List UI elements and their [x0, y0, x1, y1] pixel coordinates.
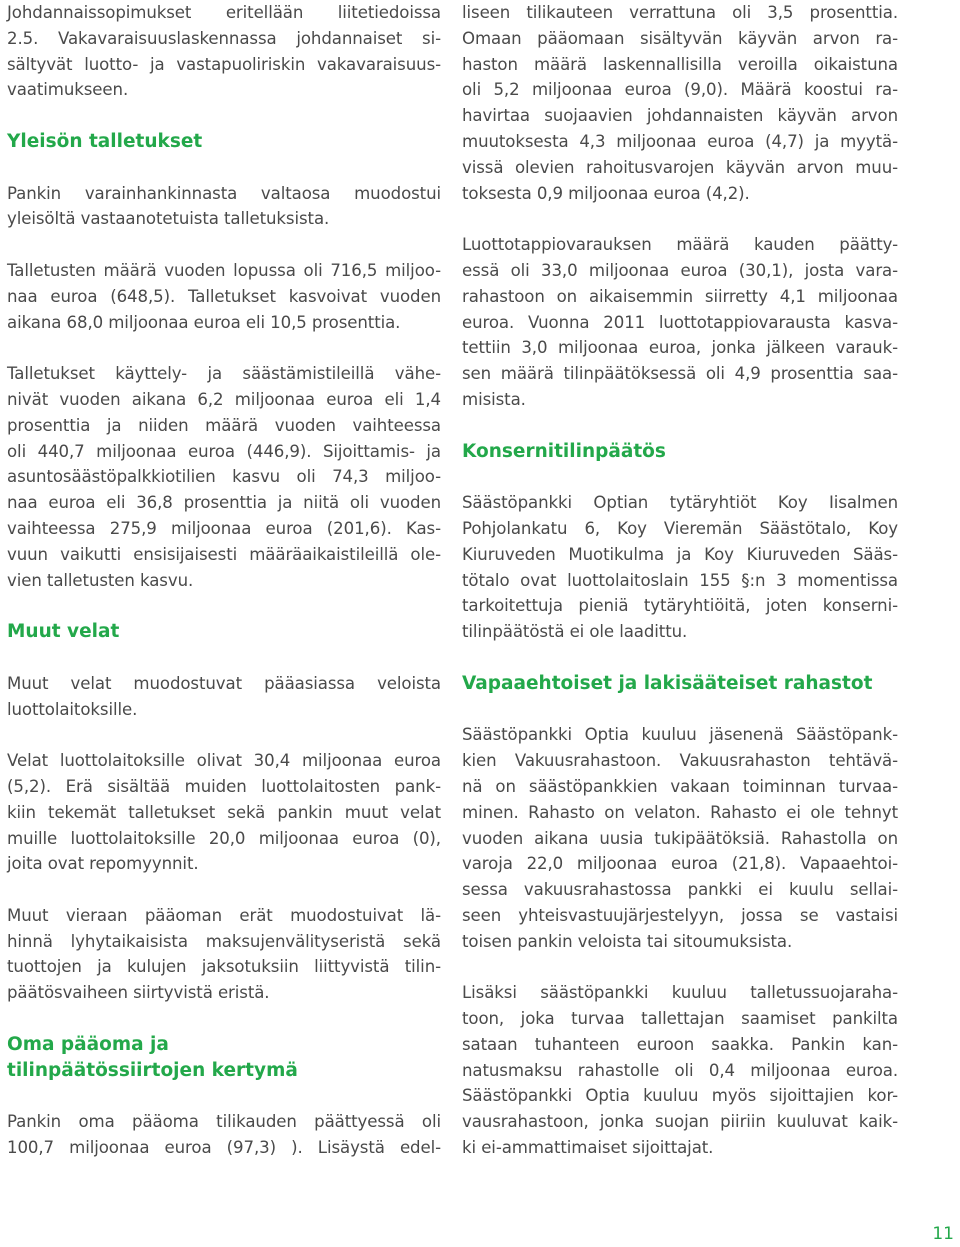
text-line: Pankin varainhankinnasta valtaosa muodostui	[7, 183, 441, 203]
text-line: prosenttia ja niiden määrä vuoden vaihteessa	[7, 415, 441, 435]
paragraph	[7, 903, 441, 1006]
heading-yleison-talletukset: Yleisön talletukset	[7, 130, 203, 152]
right-column	[462, 0, 898, 1161]
paragraph	[7, 181, 441, 233]
intro-paragraph	[7, 0, 441, 103]
left-column	[7, 0, 441, 1161]
paragraph	[462, 490, 898, 645]
text-line: oli 5,2 miljoonaa euroa (9,0). Määrä koostui ra-	[462, 80, 898, 100]
text-line: euroa. Vuonna 2011 luottotappiovarausta kasva-	[462, 312, 898, 332]
text-line: Johdannaissopimukset eritellään liitetiedoissa	[7, 3, 441, 22]
paragraph	[462, 722, 898, 954]
text-line: kien Vakuusrahastoon. Vakuusrahaston tehtävä-	[462, 751, 898, 771]
text-line: Pohjolankatu 6, Koy Vieremän Säästötalo, Koy	[462, 518, 898, 538]
paragraph	[462, 232, 898, 413]
text-line: Luottotappiovarauksen määrä kauden päätty-	[462, 235, 898, 255]
text-line: sältyvät luotto- ja vastapuoliriskin vakavaraisuus-	[7, 54, 441, 74]
text-line: Muut vieraan pääoman erät muodostuivat lä-	[7, 905, 441, 925]
text-line: (5,2). Erä sisältää muiden luottolaitosten pank-	[7, 776, 441, 796]
text-line: tuottojen ja kulujen jaksotuksiin liittyvistä tilin-	[7, 957, 441, 977]
text-line: luottolaitoksille.	[7, 699, 138, 719]
text-line: toksesta 0,9 miljoonaa euroa (4,2).	[462, 183, 750, 203]
page-number: 11	[932, 1224, 954, 1244]
text-line: natusmaksu rahastolle oli 0,4 miljoonaa euroa.	[462, 1060, 898, 1080]
text-line: Säästöpankki Optia kuuluu jäsenenä Säästöpank-	[462, 725, 898, 745]
text-line: oli 440,7 miljoonaa euroa (446,9). Sijoittamis- ja	[7, 441, 441, 461]
text-line: kiin tekemät talletukset sekä pankin muut velat	[7, 802, 441, 822]
text-line: Talletukset käyttely- ja säästämistileillä vähe-	[7, 364, 441, 384]
text-line: päätösvaiheen siirtyvistä eristä.	[7, 983, 270, 1003]
heading-oma-paaoma-line2: tilinpäätössiirtojen kertymä	[7, 1059, 298, 1081]
text-line: ki ei-ammattimaiset sijoittajat.	[462, 1138, 714, 1158]
text-line: aikana 68,0 miljoonaa euroa eli 10,5 prosenttia.	[7, 312, 401, 332]
text-line: Pankin oma pääoma tilikauden päättyessä oli	[7, 1112, 441, 1132]
text-line: naa euroa eli 36,8 prosenttia ja niitä oli vuoden	[7, 493, 441, 513]
text-line: liseen tilikauteen verrattuna oli 3,5 prosenttia.	[462, 3, 898, 22]
heading-rahastot: Vapaaehtoiset ja lakisääteiset rahastot	[462, 672, 873, 694]
text-line: Omaan pääomaan sisältyvän käyvän arvon ra-	[462, 28, 898, 48]
text-line: muille luottolaitoksille 20,0 miljoonaa euroa (0),	[7, 828, 441, 848]
text-line: asuntosäästöpalkkiotilien kasvu oli 74,3 miljoo-	[7, 467, 441, 487]
text-line: joita ovat repomyynnit.	[7, 854, 199, 874]
text-line: seen yhteisvastuujärjestelyyn, jossa se vastaisi	[462, 905, 898, 925]
text-line: tilinpäätöstä ei ole laadittu.	[462, 622, 688, 642]
text-line: vausrahastoon, jonka suojan piiriin kuuluvat kaik-	[462, 1112, 898, 1132]
text-line: hinnä lyhytaikaisista maksujenvälityseristä sekä	[7, 931, 441, 951]
text-line: misista.	[462, 389, 526, 409]
paragraph	[462, 980, 898, 1161]
text-line: vuoden aikana uusia tukipäätöksiä. Rahastolla on	[462, 828, 898, 848]
text-line: sataan tuhanteen euroon saakka. Pankin kan-	[462, 1034, 898, 1054]
text-line: vissä olevien rahoitusvarojen käyvän arvon muu-	[462, 157, 898, 177]
text-line: varoja 22,0 miljoonaa euroa (21,8). Vapaaehtoi-	[462, 854, 898, 874]
text-line: tettiin 3,0 miljoonaa euroa, jonka jälkeen varauk-	[462, 338, 898, 358]
text-line: sessa vakuusrahastossa pankki ei kuulu sellai-	[462, 880, 898, 900]
paragraph	[7, 258, 441, 335]
text-line: muutoksesta 4,3 miljoonaa euroa (4,7) ja myytä-	[462, 131, 898, 151]
text-line: vaatimukseen.	[7, 80, 129, 100]
paragraph	[7, 361, 441, 593]
text-line: nä on säästöpankkien vakaan toiminnan turvaa-	[462, 776, 898, 796]
text-line: naa euroa (648,5). Talletukset kasvoivat vuoden	[7, 286, 441, 306]
paragraph	[462, 0, 898, 206]
text-line: Säästöpankki Optia kuuluu myös sijoittajien kor-	[462, 1086, 898, 1106]
text-line: nivät vuoden aikana 6,2 miljoonaa euroa eli 1,4	[7, 389, 441, 409]
text-line: 100,7 miljoonaa euroa (97,3) ). Lisäystä edel-	[7, 1138, 441, 1158]
heading-muut-velat: Muut velat	[7, 621, 120, 643]
text-line: toon, joka turvaa tallettajan saamiset pankilta	[462, 1009, 898, 1029]
paragraph	[7, 1109, 441, 1161]
text-line: Velat luottolaitoksille olivat 30,4 miljoonaa euroa	[7, 751, 441, 771]
paragraph	[7, 748, 441, 877]
text-line: Säästöpankki Optian tytäryhtiöt Koy Iisalmen	[462, 493, 898, 513]
text-line: haston määrä laskennallisilla veroilla oikaistuna	[462, 54, 898, 74]
text-line: sen määrä tilinpäätöksessä oli 4,9 prosenttia saa-	[462, 364, 898, 384]
text-line: 2.5. Vakavaraisuuslaskennassa johdannaiset si-	[7, 28, 441, 48]
text-line: vien talletusten kasvu.	[7, 570, 194, 590]
heading-konsernitilinpaatos: Konsernitilinpäätös	[462, 440, 666, 462]
text-line: minen. Rahasto on velaton. Rahasto ei ole tehnyt	[462, 802, 898, 822]
text-line: vuun vaikutti ensisijaisesti määräaikaistileillä ole-	[7, 544, 441, 564]
text-line: Muut velat muodostuvat pääasiassa veloista	[7, 673, 441, 693]
text-line: toisen pankin veloista tai sitoumuksista.	[462, 931, 793, 951]
text-line: tarkoitettuja pieniä tytäryhtiöitä, joten konserni-	[462, 596, 898, 616]
text-line: yleisöltä vastaanotetuista talletuksista.	[7, 209, 330, 229]
text-line: Kiuruveden Muotikulma ja Koy Kiuruveden Sääs-	[462, 544, 898, 564]
text-line: rahastoon on aikaisemmin siirretty 4,1 miljoonaa	[462, 286, 898, 306]
text-line: havirtaa suojaavien johdannaisten käyvän arvon	[462, 106, 898, 126]
paragraph	[7, 671, 441, 723]
text-line: essä oli 33,0 miljoonaa euroa (30,1), josta vara-	[462, 260, 898, 280]
text-line: vaihteessa 275,9 miljoonaa euroa (201,6). Kas-	[7, 518, 441, 538]
text-line: Lisäksi säästöpankki kuuluu talletussuojaraha-	[462, 983, 898, 1003]
text-line: Talletusten määrä vuoden lopussa oli 716,5 miljoo-	[7, 260, 441, 280]
heading-oma-paaoma-line1: Oma pääoma ja	[7, 1033, 169, 1055]
text-line: tötalo ovat luottolaitoslain 155 §:n 3 momentissa	[462, 570, 898, 590]
